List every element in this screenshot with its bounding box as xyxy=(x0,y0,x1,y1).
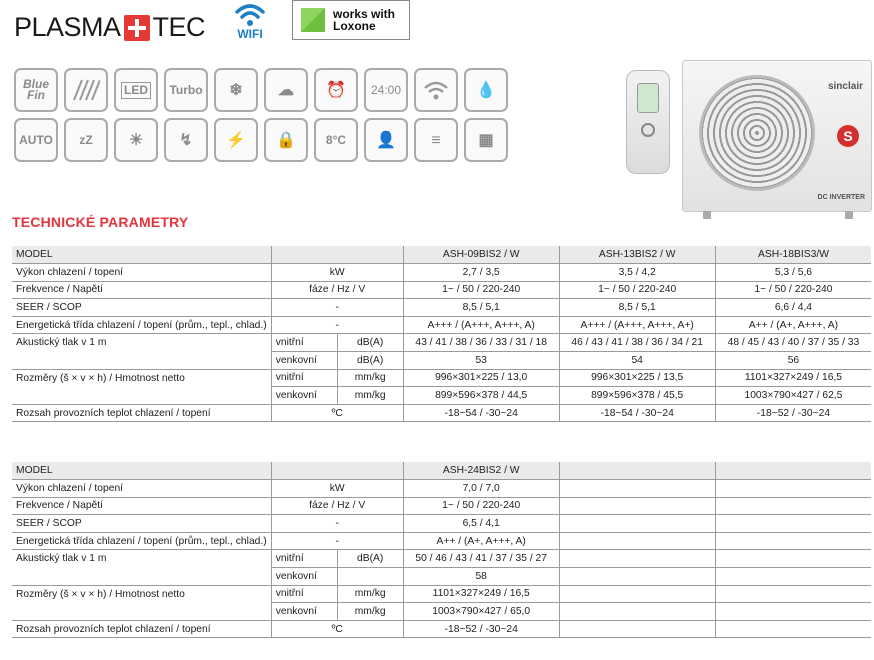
empty-cell xyxy=(559,568,715,586)
table-row xyxy=(12,264,871,282)
timer-24h-icon: 24:00 xyxy=(364,68,408,112)
row-unit: ºC xyxy=(271,404,403,422)
empty-cell xyxy=(271,246,337,264)
logo-text-left: PLASMA xyxy=(14,12,121,42)
lock-icon: 🔒 xyxy=(264,118,308,162)
row-unit: dB(A) xyxy=(337,550,403,568)
unit-feet xyxy=(703,211,853,219)
model-label: MODEL xyxy=(12,462,271,480)
sleep-icon: zZ xyxy=(64,118,108,162)
feature-icons-row2 xyxy=(14,118,514,162)
outdoor-unit-image xyxy=(682,60,872,212)
wifi-badge xyxy=(230,2,270,46)
header xyxy=(0,0,874,230)
remote-control-image xyxy=(626,70,670,174)
plasma-cross-icon xyxy=(124,15,150,41)
row-unit: kW xyxy=(271,264,403,282)
empty-cell xyxy=(715,550,871,568)
row-unit: kW xyxy=(271,480,403,498)
row-value: A++ / (A+, A+++, A) xyxy=(403,532,559,550)
table-row xyxy=(12,246,871,264)
row-unit: - xyxy=(271,316,403,334)
table-row xyxy=(12,620,871,638)
empty-cell xyxy=(715,480,871,498)
empty-cell xyxy=(559,515,715,533)
loxone-text xyxy=(333,8,395,32)
feature-icons-row1 xyxy=(14,68,514,112)
row-unit: - xyxy=(271,299,403,317)
alarm-clock-icon: ⏰ xyxy=(314,68,358,112)
row-unit: mm/kg xyxy=(337,387,403,405)
row-sublabel: venkovní xyxy=(271,352,337,370)
row-label: Rozsah provozních teplot chlazení / topení xyxy=(12,404,271,422)
empty-cell xyxy=(715,497,871,515)
empty-cell xyxy=(715,515,871,533)
loxone-line2: Loxone xyxy=(333,19,376,33)
wifi-feature-icon xyxy=(414,68,458,112)
empty-cell xyxy=(559,480,715,498)
row-label: Rozsah provozních teplot chlazení / topení xyxy=(12,620,271,638)
table-row xyxy=(12,334,871,352)
loxone-badge xyxy=(292,0,410,40)
row-label: Energetická třída chlazení / topení (prům., tepl., chlad.) xyxy=(12,316,271,334)
led-label: LED xyxy=(121,82,151,99)
row-value: 6,5 / 4,1 xyxy=(403,515,559,533)
row-unit: - xyxy=(271,515,403,533)
row-value: 53 xyxy=(403,352,559,370)
row-value: 1~ / 50 / 220-240 xyxy=(559,281,715,299)
row-value: A+++ / (A+++, A+++, A) xyxy=(403,316,559,334)
product-image xyxy=(626,60,874,220)
row-label: Výkon chlazení / topení xyxy=(12,264,271,282)
row-value: 7,0 / 7,0 xyxy=(403,480,559,498)
empty-cell xyxy=(715,603,871,621)
row-value: -18~54 / -30~24 xyxy=(403,404,559,422)
row-value: 1~ / 50 / 220-240 xyxy=(715,281,871,299)
row-unit: fáze / Hz / V xyxy=(271,281,403,299)
loxone-logo-icon xyxy=(301,8,325,32)
row-label: Frekvence / Napětí xyxy=(12,281,271,299)
row-value: 6,6 / 4,4 xyxy=(715,299,871,317)
table-row xyxy=(12,299,871,317)
fan-grill xyxy=(699,75,815,191)
wifi-icon xyxy=(235,2,265,28)
remote-button xyxy=(641,123,655,137)
row-sublabel: vnitřní xyxy=(271,369,337,387)
row-value: 50 / 46 / 43 / 41 / 37 / 35 / 27 xyxy=(403,550,559,568)
row-value: 54 xyxy=(559,352,715,370)
row-unit: mm/kg xyxy=(337,369,403,387)
row-value: 1~ / 50 / 220-240 xyxy=(403,497,559,515)
logo-text-right: TEC xyxy=(152,12,206,42)
row-value: 8,5 / 5,1 xyxy=(559,299,715,317)
filter-icon xyxy=(64,68,108,112)
empty-cell xyxy=(559,620,715,638)
row-value: 996×301×225 / 13,0 xyxy=(403,369,559,387)
row-label: SEER / SCOP xyxy=(12,515,271,533)
table-row xyxy=(12,532,871,550)
table-row xyxy=(12,404,871,422)
row-value: 1003×790×427 / 65,0 xyxy=(403,603,559,621)
row-value: 899×596×378 / 44,5 xyxy=(403,387,559,405)
row-unit: fáze / Hz / V xyxy=(271,497,403,515)
row-value: 8,5 / 5,1 xyxy=(403,299,559,317)
model-name: ASH-24BIS2 / W xyxy=(403,462,559,480)
fan-speed-icon: ≡ xyxy=(414,118,458,162)
table-row xyxy=(12,515,871,533)
row-label: Akustický tlak v 1 m xyxy=(12,550,271,585)
cloud-snow-icon: ☁ xyxy=(264,68,308,112)
unit-logo-badge: S xyxy=(837,125,859,147)
sun-mode-icon: ☀ xyxy=(114,118,158,162)
led-icon xyxy=(114,68,158,112)
row-unit: mm/kg xyxy=(337,603,403,621)
row-label: Frekvence / Napětí xyxy=(12,497,271,515)
humidity-icon: 💧 xyxy=(464,68,508,112)
row-value: 1101×327×249 / 16,5 xyxy=(715,369,871,387)
auto-swing-icon: AUTO xyxy=(14,118,58,162)
row-value: -18~52 / -30~24 xyxy=(715,404,871,422)
row-label: Akustický tlak v 1 m xyxy=(12,334,271,369)
model-name: ASH-18BIS3/W xyxy=(715,246,871,264)
row-unit: dB(A) xyxy=(337,334,403,352)
table-row xyxy=(12,281,871,299)
row-value: -18~54 / -30~24 xyxy=(559,404,715,422)
turbo-icon: Turbo xyxy=(164,68,208,112)
spec-table-2 xyxy=(12,462,871,638)
table-row xyxy=(12,316,871,334)
snowflake-icon: ❄ xyxy=(214,68,258,112)
row-label: SEER / SCOP xyxy=(12,299,271,317)
row-unit: mm/kg xyxy=(337,585,403,603)
row-value: 58 xyxy=(403,568,559,586)
row-value: -18~52 / -30~24 xyxy=(403,620,559,638)
empty-cell xyxy=(271,462,337,480)
row-value: 5,3 / 5,6 xyxy=(715,264,871,282)
empty-cell xyxy=(559,550,715,568)
row-value: 2,7 / 3,5 xyxy=(403,264,559,282)
heating-8c-icon: 8°C xyxy=(314,118,358,162)
row-value: 1101×327×249 / 16,5 xyxy=(403,585,559,603)
dc-inverter-mark: DC INVERTER xyxy=(817,194,865,201)
row-sublabel: vnitřní xyxy=(271,550,337,568)
empty-cell xyxy=(559,585,715,603)
row-sublabel: venkovní xyxy=(271,568,337,586)
empty-cell xyxy=(715,568,871,586)
table-row xyxy=(12,462,871,480)
empty-cell xyxy=(559,603,715,621)
table-row xyxy=(12,480,871,498)
row-value: A++ / (A+, A+++, A) xyxy=(715,316,871,334)
row-value: 48 / 45 / 43 / 40 / 37 / 35 / 33 xyxy=(715,334,871,352)
model-label: MODEL xyxy=(12,246,271,264)
row-value: 996×301×225 / 13,5 xyxy=(559,369,715,387)
table-row xyxy=(12,585,871,603)
follow-me-icon: ↯ xyxy=(164,118,208,162)
row-value: 899×596×378 / 45,5 xyxy=(559,387,715,405)
row-unit: - xyxy=(271,532,403,550)
row-value: A+++ / (A+++, A+++, A+) xyxy=(559,316,715,334)
row-value: 43 / 41 / 38 / 36 / 33 / 31 / 18 xyxy=(403,334,559,352)
empty-cell xyxy=(715,532,871,550)
feature-icons xyxy=(14,68,514,168)
empty-cell xyxy=(337,568,403,586)
empty-cell xyxy=(559,462,715,480)
row-value: 56 xyxy=(715,352,871,370)
row-label: Energetická třída chlazení / topení (prům., tepl., chlad.) xyxy=(12,532,271,550)
row-unit: ºC xyxy=(271,620,403,638)
row-value: 1~ / 50 / 220-240 xyxy=(403,281,559,299)
empty-cell xyxy=(715,462,871,480)
row-label: Rozměry (š × v × h) / Hmotnost netto xyxy=(12,585,271,620)
row-value: 1003×790×427 / 62,5 xyxy=(715,387,871,405)
row-value: 46 / 43 / 41 / 38 / 36 / 34 / 21 xyxy=(559,334,715,352)
row-label: Rozměry (š × v × h) / Hmotnost netto xyxy=(12,369,271,404)
empty-cell xyxy=(337,246,403,264)
empty-cell xyxy=(559,497,715,515)
empty-cell xyxy=(715,585,871,603)
table-row xyxy=(12,497,871,515)
unit-brand-mark: sinclair xyxy=(827,81,863,92)
empty-cell xyxy=(337,462,403,480)
wifi-label: WIFI xyxy=(237,27,263,41)
row-sublabel: venkovní xyxy=(271,387,337,405)
power-plug-icon: ⚡ xyxy=(214,118,258,162)
loxone-line1: works with xyxy=(333,7,396,21)
row-sublabel: vnitřní xyxy=(271,334,337,352)
empty-cell xyxy=(559,532,715,550)
grid-filter-icon: ▦ xyxy=(464,118,508,162)
row-unit: dB(A) xyxy=(337,352,403,370)
empty-cell xyxy=(715,620,871,638)
blue-fin-icon: Blue Fin xyxy=(14,68,58,112)
row-sublabel: venkovní xyxy=(271,603,337,621)
row-label: Výkon chlazení / topení xyxy=(12,480,271,498)
user-remote-icon: 👤 xyxy=(364,118,408,162)
model-name: ASH-13BIS2 / W xyxy=(559,246,715,264)
remote-screen xyxy=(637,83,659,113)
row-sublabel: vnitřní xyxy=(271,585,337,603)
table-row xyxy=(12,369,871,387)
plasmatec-logo xyxy=(14,12,205,43)
table-row xyxy=(12,550,871,568)
model-name: ASH-09BIS2 / W xyxy=(403,246,559,264)
row-value: 3,5 / 4,2 xyxy=(559,264,715,282)
spec-table-1 xyxy=(12,246,871,422)
section-title: TECHNICKÉ PARAMETRY xyxy=(12,214,189,230)
